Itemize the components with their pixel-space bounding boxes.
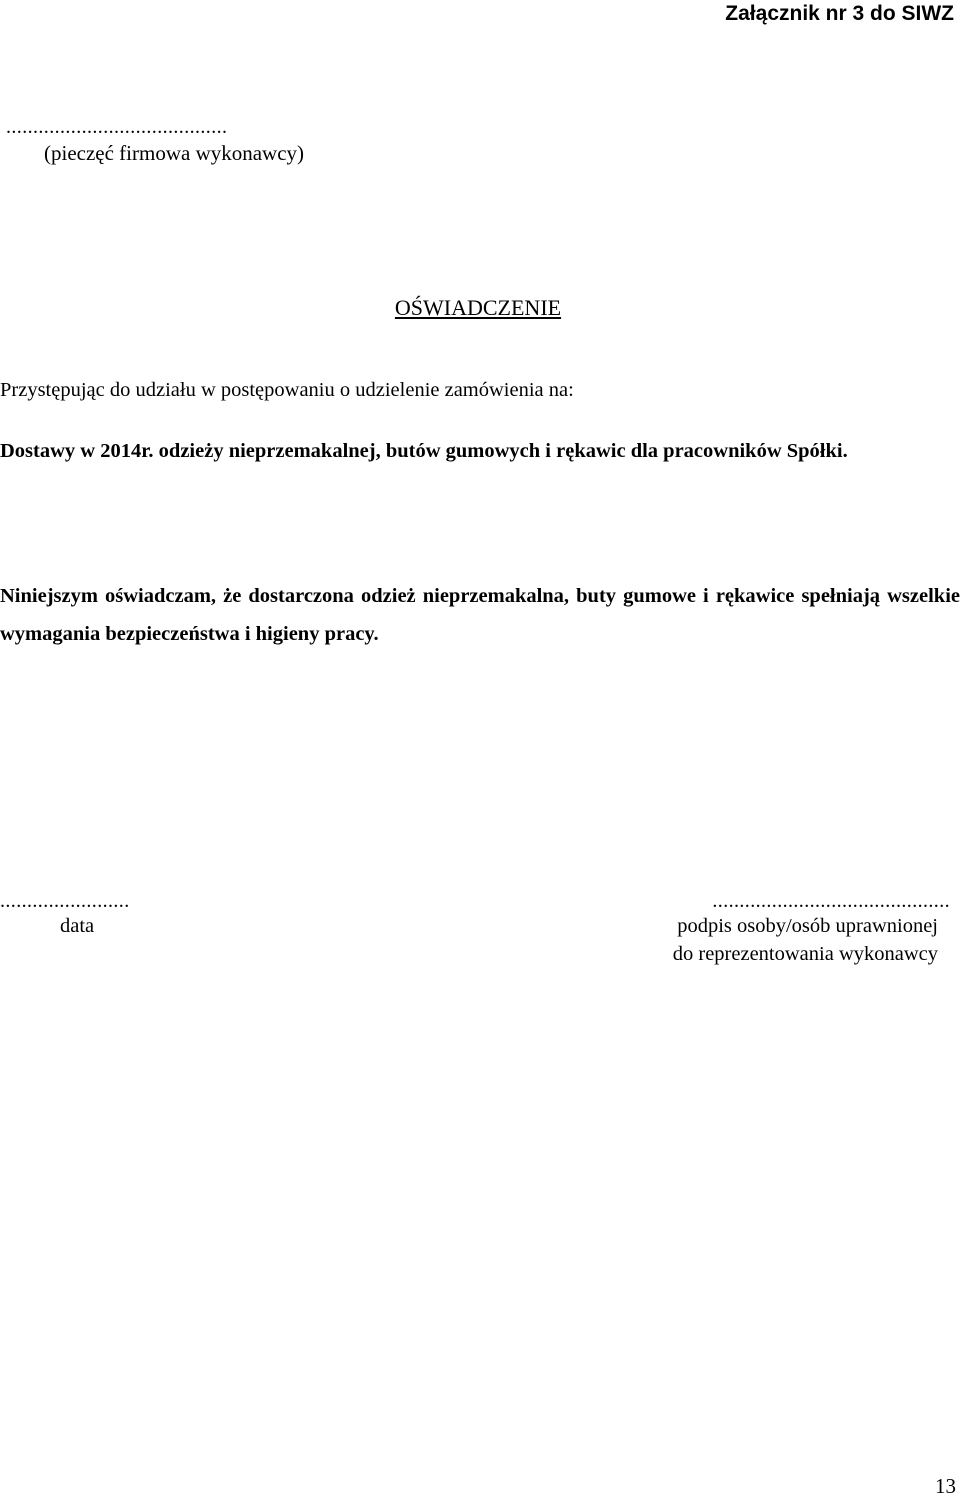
stamp-caption: (pieczęć firmowa wykonawcy)	[44, 141, 305, 165]
signature-placeholder-line: ............................................	[712, 890, 950, 912]
document-title: OŚWIADCZENIE	[394, 295, 562, 320]
date-label: data	[60, 915, 95, 937]
signature-label-line-2: do reprezentowania wykonawcy	[672, 943, 938, 965]
document-title-container	[0, 295, 960, 321]
signature-label-line-1: podpis osoby/osób uprawnionej	[677, 915, 938, 937]
annex-label: Załącznik nr 3 do SIWZ	[725, 2, 954, 25]
date-placeholder-line: ........................	[0, 890, 130, 912]
stamp-placeholder-line: .........................................	[6, 116, 228, 138]
declaration-statement: Niniejszym oświadczam, że dostarczona odzież nieprzemakalna, buty gumowe i rękawice spełniają wszelkie wymagania bezpieczeństwa i higieny pracy.	[0, 585, 960, 645]
order-subject: Dostawy w 2014r. odzieży nieprzemakalnej, butów gumowych i rękawic dla pracowników Spółki.	[0, 440, 848, 462]
intro-paragraph: Przystępując do udziału w postępowaniu o udzielenie zamówienia na:	[0, 379, 574, 401]
page-number: 13	[935, 1474, 956, 1498]
